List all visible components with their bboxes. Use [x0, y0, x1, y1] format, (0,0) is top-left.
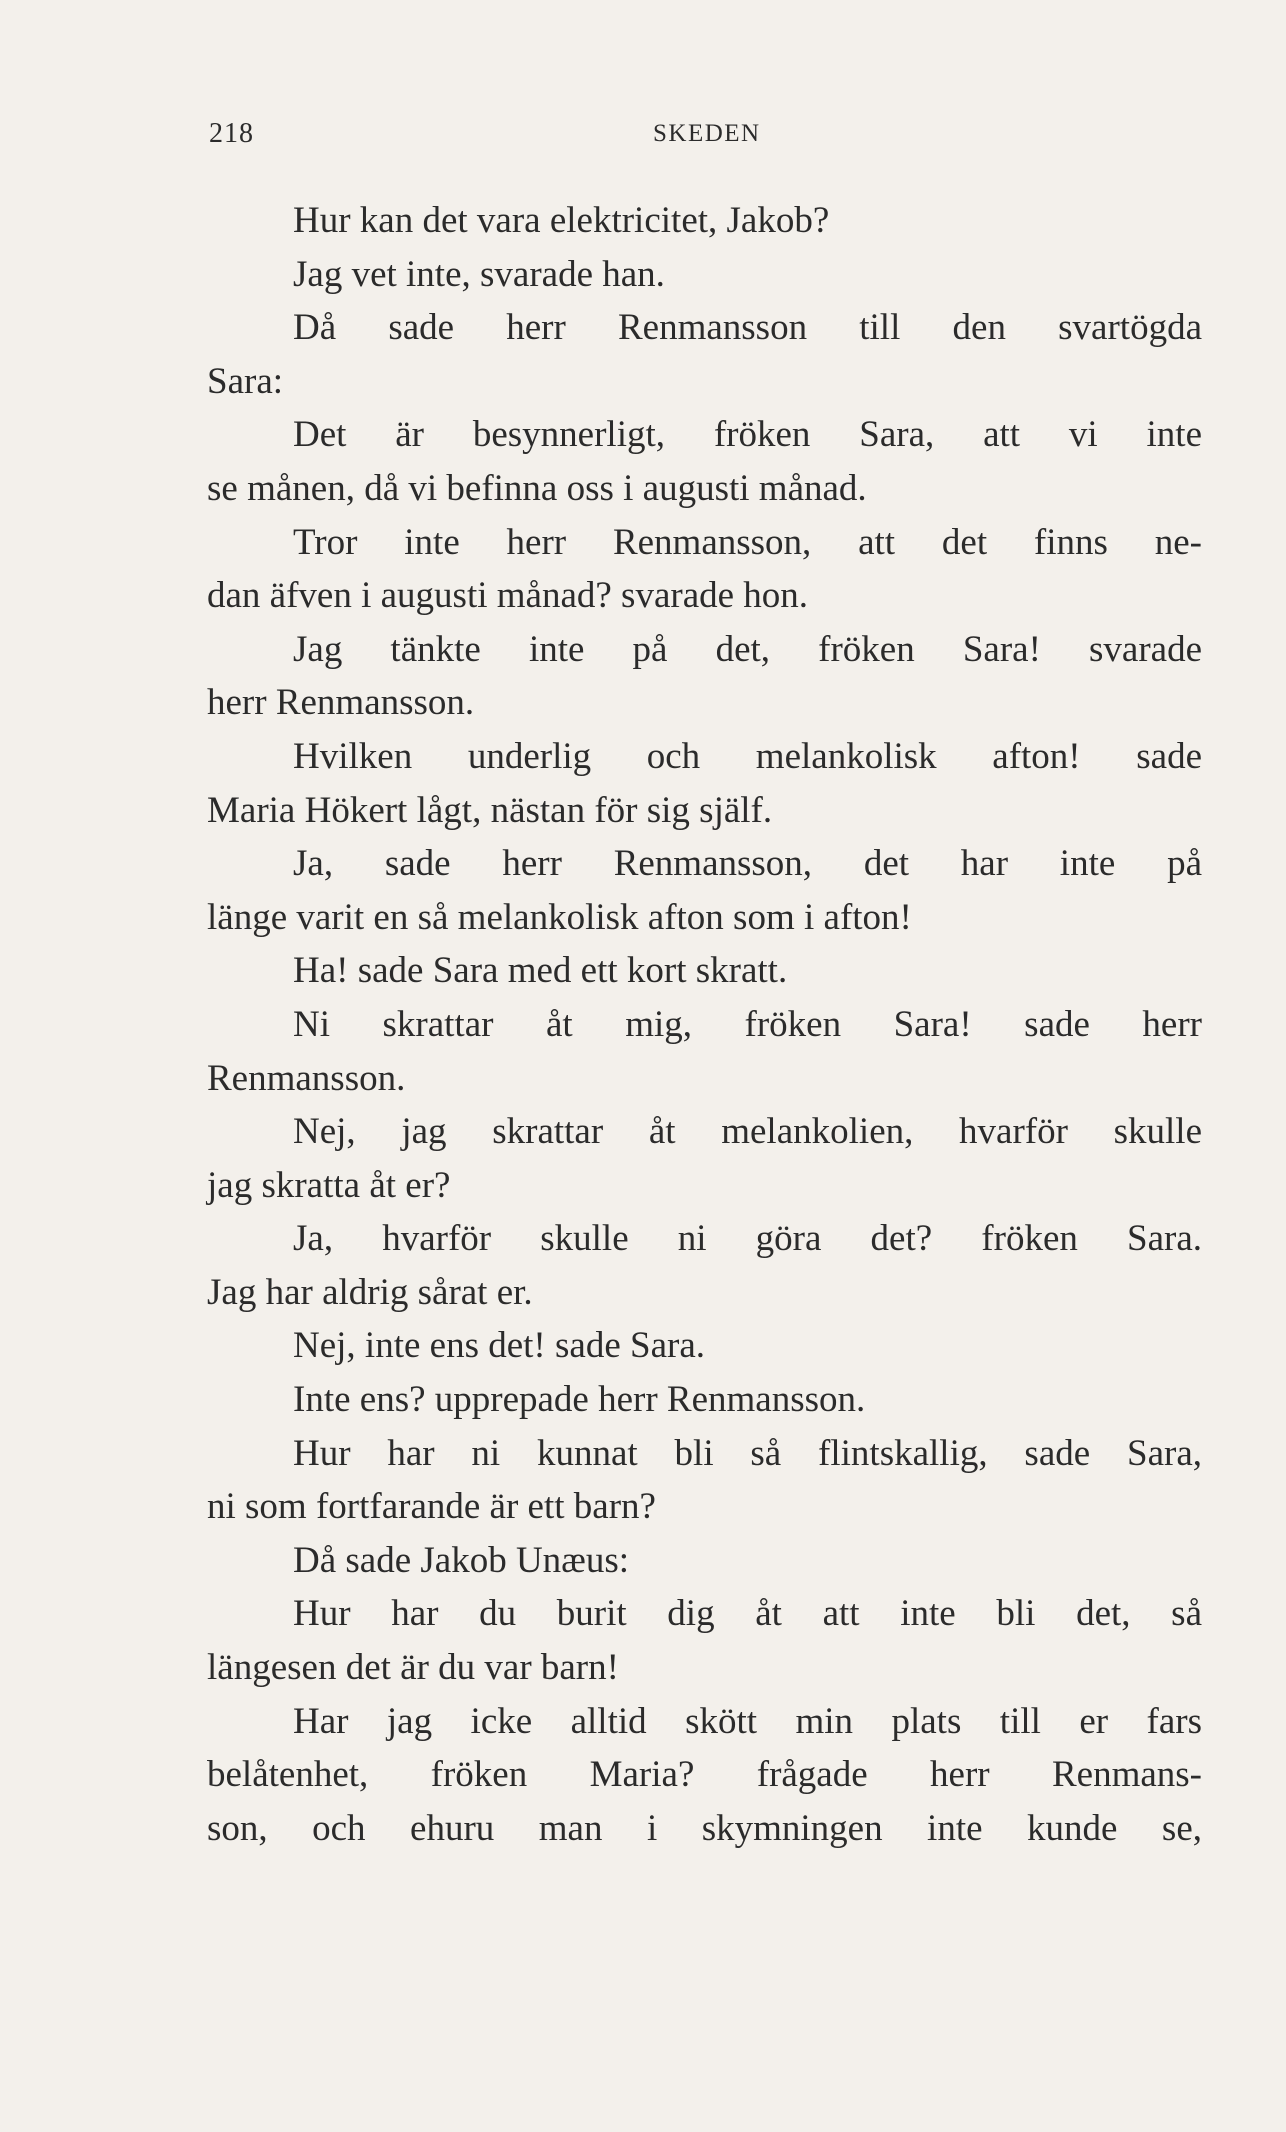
text-line: se månen, då vi befinna oss i augusti månad. [207, 467, 867, 509]
text-line: belåtenhet, fröken Maria? frågade herr Renmans- [207, 1754, 1202, 1796]
page-number: 218 [209, 118, 254, 149]
text-line: Då sade herr Renmansson till den svartögda [293, 307, 1202, 349]
text-line: Ha! sade Sara med ett kort skratt. [293, 950, 788, 992]
text-line: Sara: [207, 360, 284, 402]
text-line: Jag tänkte inte på det, fröken Sara! svarade [293, 628, 1202, 670]
text-line: Då sade Jakob Unæus: [293, 1539, 630, 1581]
text-line: herr Renmansson. [207, 682, 475, 724]
text-line: Hvilken underlig och melankolisk afton! sade [293, 735, 1202, 777]
text-line: Inte ens? upprepade herr Renmansson. [293, 1379, 866, 1421]
text-line: Renmansson. [207, 1057, 406, 1099]
text-line: Har jag icke alltid skött min plats till er fars [293, 1700, 1202, 1742]
text-line: Nej, jag skrattar åt melankolien, hvarför skulle [293, 1111, 1202, 1153]
text-line: längesen det är du var barn! [207, 1647, 619, 1689]
text-line: dan äfven i augusti månad? svarade hon. [207, 575, 809, 617]
text-line: Ni skrattar åt mig, fröken Sara! sade herr [293, 1003, 1202, 1045]
text-line: jag skratta åt er? [207, 1164, 451, 1206]
text-line: Hur har ni kunnat bli så flintskallig, sade Sara, [293, 1432, 1202, 1474]
text-line: son, och ehuru man i skymningen inte kunde se, [207, 1807, 1202, 1849]
text-line: länge varit en så melankolisk afton som i afton! [207, 896, 912, 938]
text-line: Hur har du burit dig åt att inte bli det, så [293, 1593, 1202, 1635]
text-line: ni som fortfarande är ett barn? [207, 1486, 656, 1528]
text-line: Det är besynnerligt, fröken Sara, att vi inte [293, 414, 1202, 456]
text-line: Nej, inte ens det! sade Sara. [293, 1325, 705, 1367]
text-line: Ja, hvarför skulle ni göra det? fröken Sara. [293, 1218, 1202, 1260]
text-line: Hur kan det vara elektricitet, Jakob? [293, 200, 830, 241]
text-line: Maria Hökert lågt, nästan för sig själf. [207, 789, 773, 831]
text-line: Jag vet inte, svarade han. [293, 253, 665, 295]
running-title: SKEDEN [653, 120, 761, 147]
text-line: Ja, sade herr Renmansson, det har inte på [293, 843, 1202, 885]
running-head [209, 118, 1209, 158]
text-line: Tror inte herr Renmansson, att det finns ne- [293, 521, 1202, 563]
body-text [207, 194, 1202, 1855]
text-line: Jag har aldrig sårat er. [207, 1271, 533, 1313]
